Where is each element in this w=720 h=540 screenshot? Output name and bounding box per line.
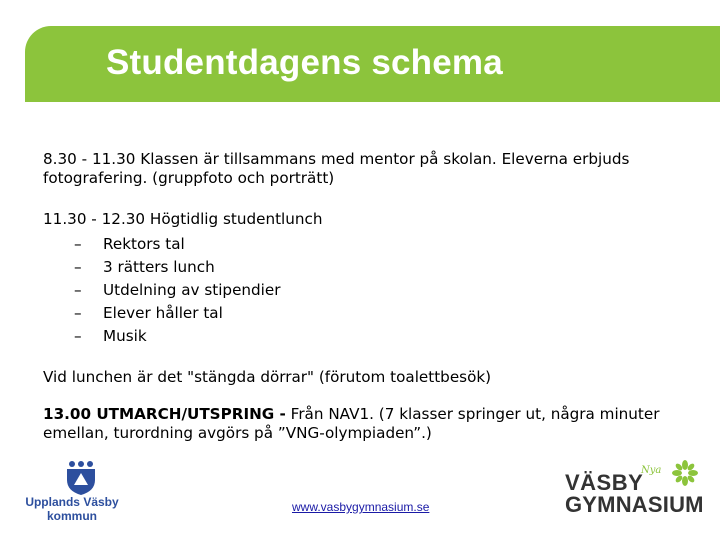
list-item: – Elever håller tal [43,302,673,325]
logo-word-gymnasium: GYMNASIUM [565,492,704,517]
website-link[interactable]: www.vasbygymnasium.se [292,500,430,514]
logo-word-vasby: VÄSBY [565,470,644,495]
time-march: 13.00 UTMARCH/UTSPRING - [43,405,286,423]
logo-script-text: Nya [641,465,662,476]
text-lunch: Högtidlig studentlunch [145,210,323,228]
schedule-content [43,150,673,443]
coat-of-arms-icon [64,460,98,496]
kommun-name: Upplands Väsby kommun [25,495,119,523]
text-morning: Klassen är tillsammans med mentor på skolan. Eleverna erbjuds fotografering. (gruppfoto och porträtt) [43,150,630,187]
text-march: Från NAV1. (7 klasser springer ut, några minuter emellan, turordning avgörs på ”VNG-olympiaden”.) [43,405,660,442]
lunch-note: Vid lunchen är det "stängda dörrar" (förutom toalettbesök) [43,368,492,386]
schedule-item-morning [43,150,673,188]
vasby-gymnasium-logo [563,458,703,520]
slide-title: Studentdagens schema [106,43,503,82]
time-lunch: 11.30 - 12.30 [43,210,146,228]
time-morning: 8.30 - 11.30 [43,150,136,168]
schedule-item-lunch [43,210,673,348]
dash-bullet: – [74,281,82,299]
lunch-program-list [43,233,673,348]
list-item: – 3 rätters lunch [43,256,673,279]
dash-bullet: – [74,258,82,276]
dash-bullet: – [74,304,82,322]
lunch-heading [43,210,673,229]
list-item: – Rektors tal [43,233,673,256]
list-item: – Musik [43,325,673,348]
dash-bullet: – [74,235,82,253]
dash-bullet: – [74,327,82,345]
upplands-vasby-logo [24,456,124,526]
list-item: – Utdelning av stipendier [43,279,673,302]
flower-icon [655,460,699,490]
schedule-item-march [43,405,673,443]
